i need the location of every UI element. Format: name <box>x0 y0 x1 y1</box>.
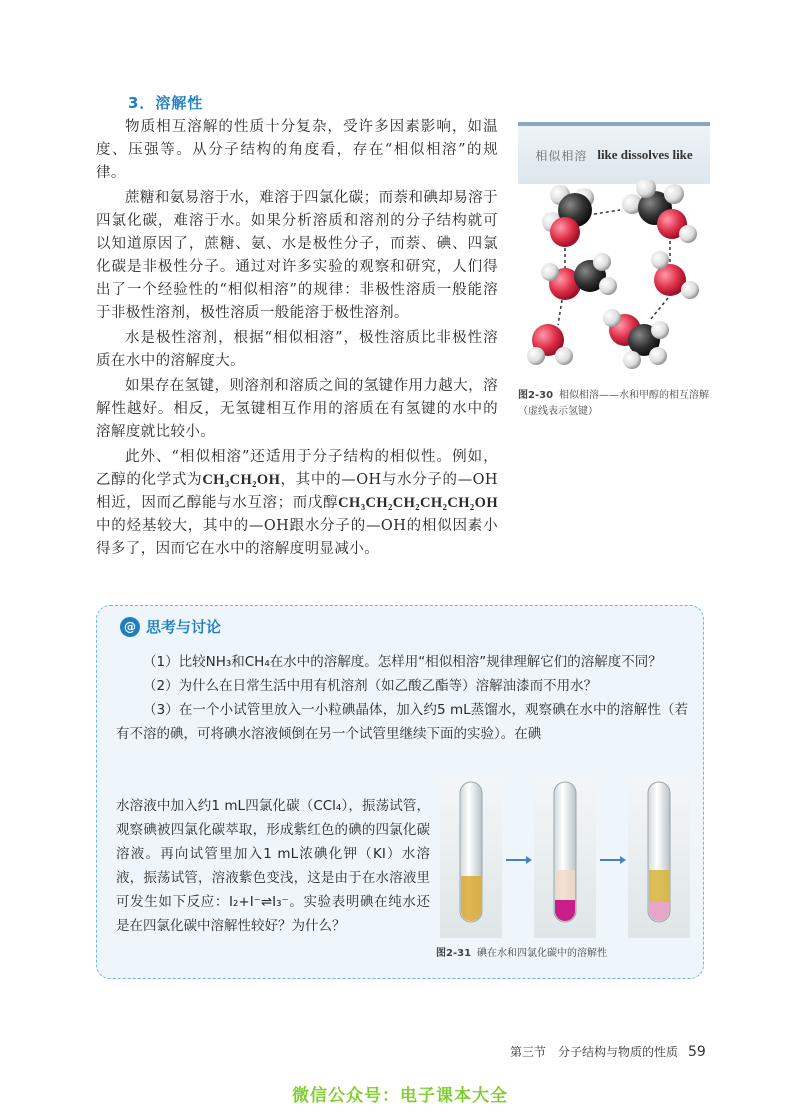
figure-caption-2-30 <box>518 388 714 420</box>
watermark: 微信公众号：电子课本大全 <box>292 1086 508 1106</box>
question-2: （2）为什么在日常生活中用有机溶剂（如乙酸乙酯等）溶解油漆而不用水？ <box>143 678 598 694</box>
sidebar-header-en: like dissolves like <box>597 147 693 162</box>
test-tubes-illustration <box>440 778 690 938</box>
sidebar-header-zh: 相似相溶 <box>535 148 588 163</box>
ethanol-formula: CH₃CH₂OH <box>202 472 281 488</box>
page-number: 59 <box>688 1044 706 1060</box>
paragraph-text: ，其中的—OH与水分子的—OH相近，因而乙醇能与水互溶；而戊醇 <box>96 472 498 511</box>
molecule-2 <box>622 180 697 243</box>
figure-caption-2-31 <box>436 946 607 962</box>
tube-1 <box>460 782 482 922</box>
paragraph-text: 中的烃基较大，其中的—OH跟水分子的—OH的相似因素小得多了，因而它在水中的溶解度明显减小。 <box>96 518 498 557</box>
paragraph: 蔗糖和氨易溶于水，难溶于四氯化碳；而萘和碘却易溶于四氯化碳，难溶于水。如果分析溶质和溶剂的分子结构就可以知道原因了，蔗糖、氨、水是极性分子，而萘、碘、四氯化碳是非极性分子。通过对许多实验的观察和研究，人们得出了一个经验性的“相似相溶”的规律：非极性溶质一般能溶于非极性溶剂，极性溶质一般能溶于极性溶剂。 <box>96 190 498 321</box>
arrow-2 <box>600 856 626 864</box>
figure-caption-text: 相似相溶——水和甲醇的相互溶解（虚线表示氢键） <box>518 390 710 417</box>
page-footer <box>510 1043 706 1060</box>
molecule-3 <box>541 253 617 300</box>
molecule-6 <box>603 309 669 369</box>
molecule-4 <box>651 251 699 299</box>
water-methanol-molecule-illustration <box>520 180 710 380</box>
question-3a: （3）在一个小试管里放入一小粒碘晶体，加入约5 mL蒸馏水，观察碘在水中的溶解性（若有不溶的碘，可将碘水溶液倾倒在另一个试管里继续下面的实验）。在碘 <box>116 702 688 742</box>
paragraph: 物质相互溶解的性质十分复杂，受许多因素影响，如温度、压强等。从分子结构的角度看，存在“相似相溶”的规律。 <box>96 119 498 181</box>
paragraph <box>96 446 498 561</box>
tube-2 <box>554 782 576 922</box>
figure-number: 图2-30 <box>518 390 554 401</box>
paragraph: 水是极性溶剂，根据“相似相溶”，极性溶质比非极性溶质在水中的溶解度大。 <box>96 330 498 369</box>
paragraph-text: 此外、“相似相溶”还适用于分子结构的相似性。例如，乙醇的化学式为 <box>96 449 498 488</box>
figure-caption-text: 碘在水和四氯化碳中的溶解性 <box>477 948 608 959</box>
molecule-1 <box>542 185 594 247</box>
question-1: （1）比较NH₃和CH₄在水中的溶解度。怎样用“相似相溶”规律理解它们的溶解度不同？ <box>143 654 662 670</box>
question-3b: 水溶液中加入约1 mL四氯化碳（CCl₄），振荡试管，观察碘被四氯化碳萃取，形成紫红色的碘的四氯化碳溶液。再向试管里加入1 mL浓碘化钾（KI）水溶液，振荡试管，溶液紫色变浅，这是由于在水溶液里可发生如下反应：I₂+I⁻⇌I₃⁻。实验表明碘在纯水还是在四氯化碳中溶解性较好？为什么？ <box>116 798 430 934</box>
discussion-title <box>120 616 221 637</box>
sidebar-header <box>518 122 710 184</box>
arrow-1 <box>506 856 532 864</box>
figure-number: 图2-31 <box>436 948 472 959</box>
paragraph: 如果存在氢键，则溶剂和溶质之间的氢键作用力越大，溶解性越好。相反，无氢键相互作用的溶质在有氢键的水中的溶解度就比较小。 <box>96 378 498 440</box>
body-text <box>96 116 498 563</box>
discussion-title-text: 思考与讨论 <box>146 618 222 636</box>
molecule-5 <box>527 324 573 365</box>
section-title: 3．溶解性 <box>128 94 204 112</box>
footer-section: 第三节 分子结构与物质的性质 <box>510 1045 679 1059</box>
question-3b-block <box>116 794 430 938</box>
discussion-icon: @ <box>120 617 140 637</box>
discussion-questions <box>116 650 688 746</box>
pentanol-formula: CH₃CH₂CH₂CH₂CH₂OH <box>338 495 498 511</box>
tube-3 <box>648 782 670 922</box>
